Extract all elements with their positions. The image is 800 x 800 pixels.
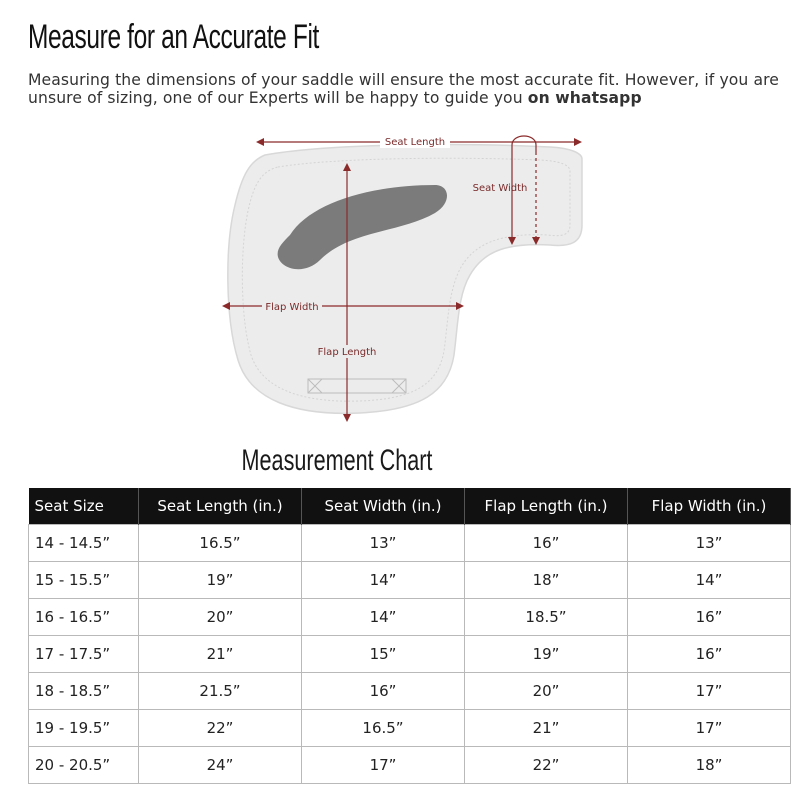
cell-seat-length: 24” [139, 747, 302, 784]
cell-flap-length: 16” [465, 525, 628, 562]
table-row [29, 636, 791, 673]
cell-seat-length: 22” [139, 710, 302, 747]
cell-flap-length: 19” [465, 636, 628, 673]
cell-seat-width: 16.5” [302, 710, 465, 747]
cell-flap-length: 21” [465, 710, 628, 747]
header-flap-width: Flap Width (in.) [628, 488, 791, 525]
cell-flap-length: 18” [465, 562, 628, 599]
table-row [29, 562, 791, 599]
cell-seat-size: 19 - 19.5” [29, 710, 139, 747]
intro-body: Measuring the dimensions of your saddle will ensure the most accurate fit. However, if you are unsure of sizing, one of our Experts will be happy to guide you [28, 71, 779, 107]
cell-seat-width: 16” [302, 673, 465, 710]
saddle-pad-illustration [210, 125, 610, 435]
cell-flap-length: 20” [465, 673, 628, 710]
table-row [29, 525, 791, 562]
cell-seat-length: 19” [139, 562, 302, 599]
header-seat-width: Seat Width (in.) [302, 488, 465, 525]
cell-seat-size: 15 - 15.5” [29, 562, 139, 599]
header-flap-length: Flap Length (in.) [465, 488, 628, 525]
flap-length-label: Flap Length [317, 347, 377, 358]
table-row [29, 673, 791, 710]
cell-seat-size: 18 - 18.5” [29, 673, 139, 710]
table-row [29, 599, 791, 636]
whatsapp-link[interactable]: on whatsapp [527, 89, 642, 107]
cell-seat-length: 21.5” [139, 673, 302, 710]
cell-flap-length: 22” [465, 747, 628, 784]
seat-length-label: Seat Length [384, 137, 446, 148]
cell-flap-width: 13” [628, 525, 791, 562]
cell-seat-width: 14” [302, 562, 465, 599]
cell-flap-width: 14” [628, 562, 791, 599]
header-seat-length: Seat Length (in.) [139, 488, 302, 525]
measurement-table [28, 488, 791, 784]
cell-seat-width: 14” [302, 599, 465, 636]
table-row [29, 747, 791, 784]
cell-flap-width: 16” [628, 636, 791, 673]
cell-seat-length: 16.5” [139, 525, 302, 562]
cell-seat-width: 15” [302, 636, 465, 673]
saddle-pad-diagram [210, 125, 610, 435]
cell-seat-size: 14 - 14.5” [29, 525, 139, 562]
flap-width-label: Flap Width [265, 302, 319, 313]
cell-seat-width: 17” [302, 747, 465, 784]
seat-width-label: Seat Width [472, 183, 528, 194]
page-title: Measure for an Accurate Fit [28, 18, 319, 56]
cell-seat-size: 17 - 17.5” [29, 636, 139, 673]
cell-seat-length: 21” [139, 636, 302, 673]
cell-flap-length: 18.5” [465, 599, 628, 636]
header-seat-size: Seat Size [29, 488, 139, 525]
cell-flap-width: 17” [628, 710, 791, 747]
cell-seat-size: 20 - 20.5” [29, 747, 139, 784]
cell-flap-width: 17” [628, 673, 791, 710]
intro-text [28, 71, 798, 107]
cell-seat-width: 13” [302, 525, 465, 562]
cell-seat-length: 20” [139, 599, 302, 636]
table-header-row [29, 488, 791, 525]
cell-flap-width: 18” [628, 747, 791, 784]
measurement-chart-title: Measurement Chart [241, 444, 433, 477]
saddle-pad-shape [228, 145, 582, 414]
cell-flap-width: 16” [628, 599, 791, 636]
table-row [29, 710, 791, 747]
cell-seat-size: 16 - 16.5” [29, 599, 139, 636]
